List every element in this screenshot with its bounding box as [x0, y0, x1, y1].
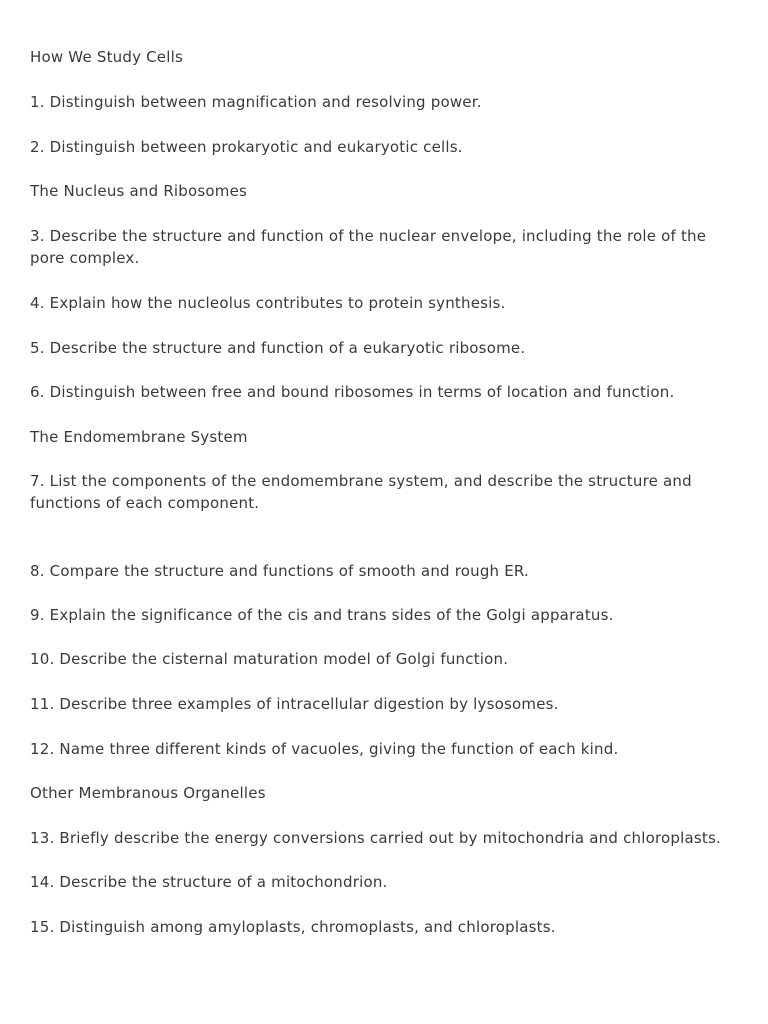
question-2: 2. Distinguish between prokaryotic and eukaryotic cells. [30, 138, 463, 156]
question-8: 8. Compare the structure and functions of smooth and rough ER. [30, 562, 529, 580]
section-heading-how-we-study-cells: How We Study Cells [30, 48, 183, 66]
question-1: 1. Distinguish between magnification and resolving power. [30, 93, 482, 111]
section-heading-endomembrane-system: The Endomembrane System [30, 428, 248, 446]
question-9: 9. Explain the significance of the cis and trans sides of the Golgi apparatus. [30, 606, 614, 624]
question-15: 15. Distinguish among amyloplasts, chromoplasts, and chloroplasts. [30, 918, 556, 936]
question-7: 7. List the components of the endomembrane system, and describe the structure and functions of each component. [30, 472, 692, 512]
question-4: 4. Explain how the nucleolus contributes to protein synthesis. [30, 294, 506, 312]
question-5: 5. Describe the structure and function of a eukaryotic ribosome. [30, 339, 526, 357]
question-14: 14. Describe the structure of a mitochondrion. [30, 873, 388, 891]
question-10: 10. Describe the cisternal maturation model of Golgi function. [30, 650, 509, 668]
section-heading-other-membranous-organelles: Other Membranous Organelles [30, 784, 266, 802]
question-13: 13. Briefly describe the energy conversions carried out by mitochondria and chloroplasts. [30, 829, 721, 847]
section-heading-nucleus-ribosomes: The Nucleus and Ribosomes [30, 182, 248, 200]
question-6: 6. Distinguish between free and bound ribosomes in terms of location and function. [30, 383, 675, 401]
question-11: 11. Describe three examples of intracellular digestion by lysosomes. [30, 695, 559, 713]
question-12: 12. Name three different kinds of vacuoles, giving the function of each kind. [30, 740, 619, 758]
question-3: 3. Describe the structure and function of the nuclear envelope, including the role of the pore complex. [30, 227, 707, 267]
